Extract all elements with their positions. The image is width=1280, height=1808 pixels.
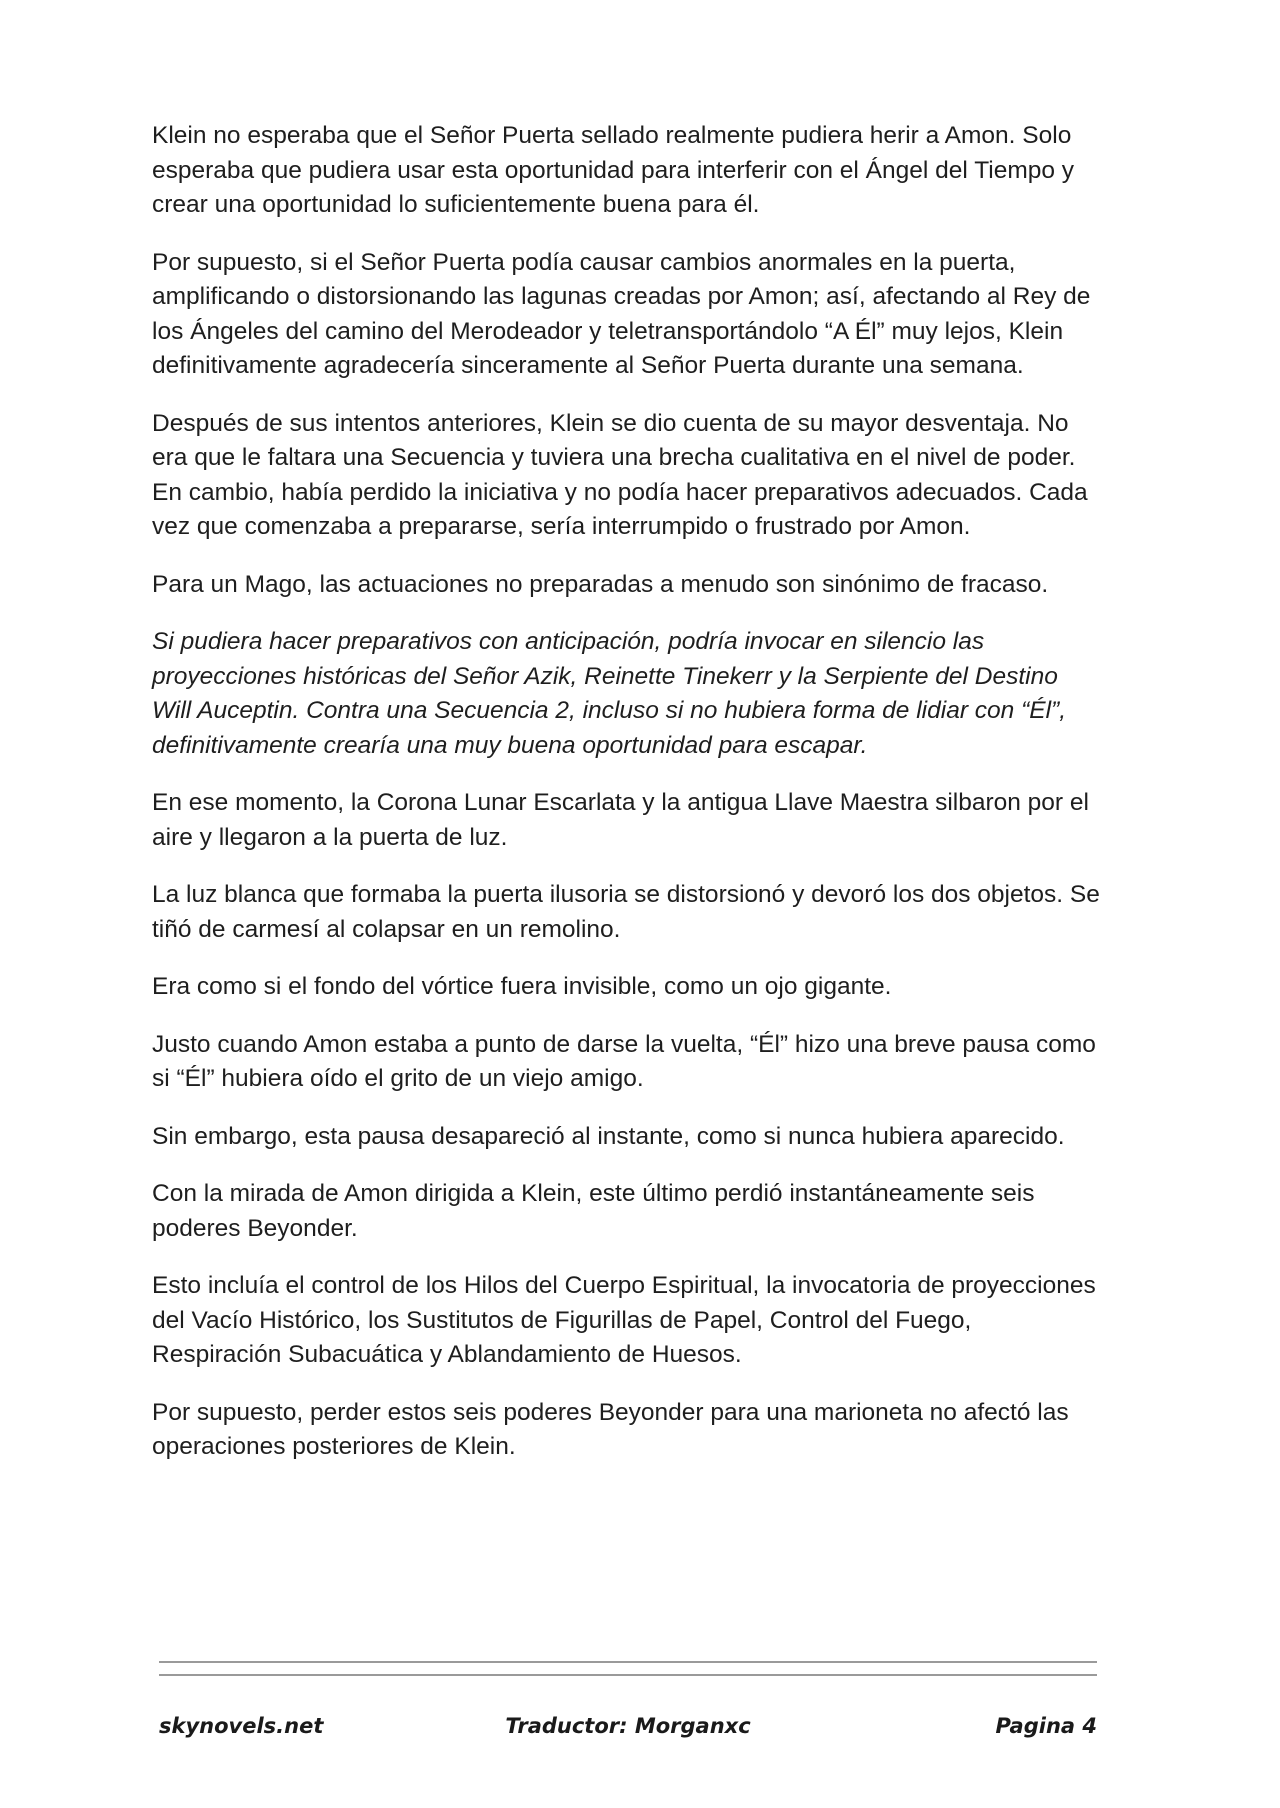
paragraph-11: Con la mirada de Amon dirigida a Klein, este último perdió instantáneamente seis poderes Beyonder. [152,1180,1035,1242]
paragraph-5-thought: Si pudiera hacer preparativos con anticipación, podría invocar en silencio las proyecciones históricas del Señor Azik, Reinette Tinekerr y la Serpiente del Destino Will Auceptin. Contra una Secuencia 2, incluso si no hubiera forma de lidiar con “Él”, definitivamente crearía una muy buena oportunidad para escapar. [152,628,1067,759]
paragraph-3: Después de sus intentos anteriores, Klein se dio cuenta de su mayor desventaja. No era que le faltara una Secuencia y tuviera una brecha cualitativa en el nivel de poder. En cambio, había perdido la iniciativa y no podía hacer preparativos adecuados. Cada vez que comenzaba a prepararse, sería interrumpido o frustrado por Amon. [152,409,1088,540]
footer-site: skynovels.net [159,1714,324,1738]
paragraph-4: Para un Mago, las actuaciones no preparadas a menudo son sinónimo de fracaso. [152,570,1049,598]
paragraph-12: Esto incluía el control de los Hilos del Cuerpo Espiritual, la invocatoria de proyecciones del Vacío Histórico, los Sustitutos de Figurillas de Papel, Control del Fuego, Respiración Subacuática y Ablandamiento de Huesos. [152,1272,1096,1368]
footer-page-number: Pagina 4 [995,1714,1097,1738]
chapter-body [152,119,1102,1488]
footer-divider-bottom [159,1674,1097,1676]
paragraph-13: Por supuesto, perder estos seis poderes Beyonder para una marioneta no afectó las operaciones posteriores de Klein. [152,1398,1069,1460]
paragraph-6: En ese momento, la Corona Lunar Escarlata y la antigua Llave Maestra silbaron por el aire y llegaron a la puerta de luz. [152,789,1089,851]
paragraph-9: Justo cuando Amon estaba a punto de darse la vuelta, “Él” hizo una breve pausa como si “Él” hubiera oído el grito de un viejo amigo. [152,1030,1096,1092]
page-footer [159,1714,1097,1748]
paragraph-8: Era como si el fondo del vórtice fuera invisible, como un ojo gigante. [152,973,892,1000]
footer-translator: Traductor: Morganxc [505,1714,751,1738]
paragraph-10: Sin embargo, esta pausa desapareció al instante, como si nunca hubiera aparecido. [152,1122,1065,1150]
footer-divider-top [159,1661,1097,1663]
paragraph-7: La luz blanca que formaba la puerta ilusoria se distorsionó y devoró los dos objetos. Se tiñó de carmesí al colapsar en un remolino. [152,881,1100,943]
paragraph-2: Por supuesto, si el Señor Puerta podía causar cambios anormales en la puerta, amplificando o distorsionando las lagunas creadas por Amon; así, afectando al Rey de los Ángeles del camino del Merodeador y teletransportándolo “A Él” muy lejos, Klein definitivamente agradecería sinceramente al Señor Puerta durante una semana. [152,248,1091,379]
paragraph-1: Klein no esperaba que el Señor Puerta sellado realmente pudiera herir a Amon. Solo esperaba que pudiera usar esta oportunidad para interferir con el Ángel del Tiempo y crear una oportunidad lo suficientemente buena para él. [152,122,1075,218]
